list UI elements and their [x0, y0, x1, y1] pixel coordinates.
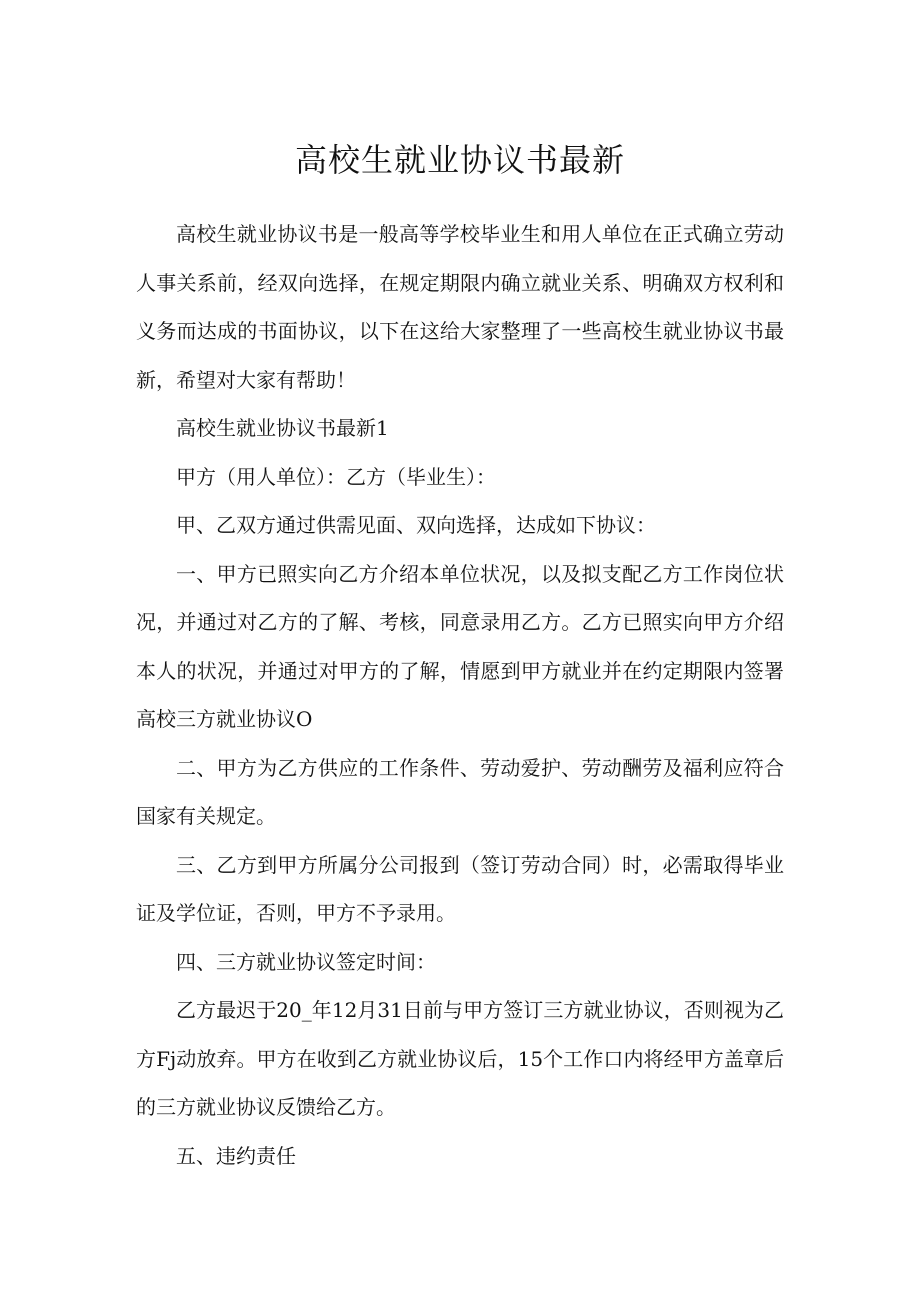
clause-one: 一、甲方已照实向乙方介绍本单位状况，以及拟支配乙方工作岗位状况，并通过对乙方的了解、考核，同意录用乙方。乙方已照实向甲方介绍本人的状况，并通过对甲方的了解，情愿到甲方就业并在约定期限内签署高校三方就业协议O — [136, 561, 784, 731]
clause-four-detail: 乙方最迟于20_年12月31日前与甲方签订三方就业协议，否则视为乙方Fj动放弃。甲方在收到乙方就业协议后，15个工作口内将经甲方盖章后的三方就业协议反馈给乙方。 — [136, 998, 784, 1119]
document-title: 高校生就业协议书最新 — [294, 141, 625, 179]
document-body — [136, 210, 784, 1180]
clause-three: 三、乙方到甲方所属分公司报到（签订劳动合同）时，必需取得毕业证及学位证，否则，甲方不予录用。 — [136, 852, 784, 925]
clause-four: 四、三方就业协议签定时间： — [176, 949, 436, 974]
intro-paragraph: 高校生就业协议书是一般高等学校毕业生和用人单位在正式确立劳动人事关系前，经双向选择，在规定期限内确立就业关系、明确双方权利和义务而达成的书面协议，以下在这给大家整理了一些高校生就业协议书最新，希望对大家有帮助！ — [136, 222, 784, 392]
section-heading: 高校生就业协议书最新1 — [176, 416, 389, 440]
agreement-intro: 甲、乙双方通过供需见面、双向选择，达成如下协议： — [176, 513, 656, 537]
parties-line: 甲方（用人单位）：乙方（毕业生）： — [176, 464, 496, 489]
clause-five: 五、违约责任 — [176, 1143, 296, 1168]
clause-two: 二、甲方为乙方供应的工作条件、劳动爱护、劳动酬劳及福利应符合国家有关规定。 — [136, 755, 784, 828]
